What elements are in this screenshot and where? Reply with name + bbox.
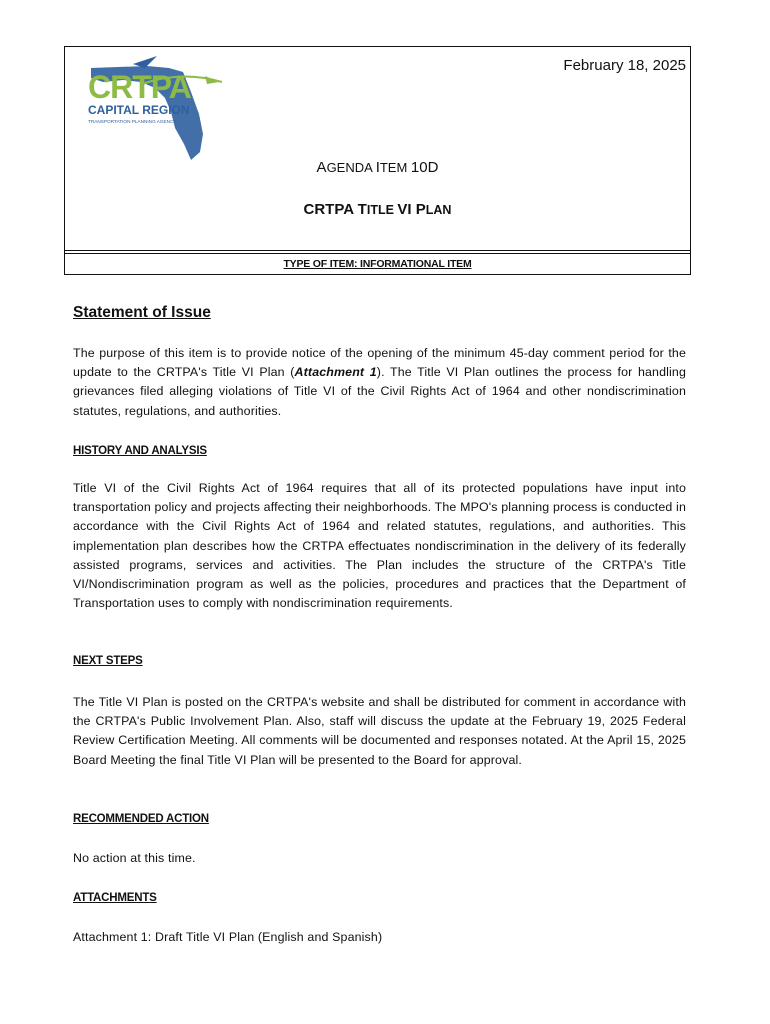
attachments-heading: ATTACHMENTS	[73, 892, 157, 904]
recommended-action-text: No action at this time.	[73, 851, 196, 865]
type-of-item: TYPE OF ITEM: INFORMATIONAL ITEM	[283, 258, 472, 270]
recommended-action-heading: RECOMMENDED ACTION	[73, 813, 209, 825]
agenda-date: February 18, 2025	[563, 57, 686, 74]
agenda-item-number: AGENDA ITEM 10D	[316, 159, 439, 176]
agenda-header-box	[64, 46, 691, 275]
logo-capital-region: CAPITAL REGION	[88, 103, 190, 117]
next-steps-text: The Title VI Plan is posted on the CRTPA's website and shall be distributed for comment in accordance with the CRTPA's Public Involvement Plan. Also, staff will discuss the update at the February 19, 2025 Federal Review Certification Meeting. All comments will be documented and responses notated. At the April 15, 2025 Board Meeting the final Title VI Plan will be presented to the Board for approval.	[73, 695, 686, 767]
logo-wordmark: CRTPA	[88, 69, 191, 105]
logo-tagline: TRANSPORTATION PLANNING AGENCY	[88, 119, 177, 124]
history-text: Title VI of the Civil Rights Act of 1964 requires that all of its protected populations have input into transportation policy and projects affecting their neighborhoods. The MPO's planning process is conducted in accordance with the Civil Rights Act of 1964 and related statutes, regulations, and authorities. This implementation plan describes how the CRTPA effectuates nondiscrimination in the delivery of its federally assisted programs, services and activities. The Plan includes the structure of the CRTPA's Title VI/Nondiscrimination program as well as the policies, procedures and practices that the Department of Transportation uses to comply with nondiscrimination requirements.	[73, 481, 686, 611]
crtpa-logo	[87, 52, 222, 160]
attachment-reference: Attachment 1	[294, 365, 377, 380]
type-of-item-box	[65, 250, 690, 274]
next-steps-heading: NEXT STEPS	[73, 655, 143, 667]
history-heading: HISTORY AND ANALYSIS	[73, 445, 207, 457]
statement-text: The purpose of this item is to provide notice of the opening of the minimum 45-day comment period for the update to the CRTPA's Title VI Plan (Attachment 1). The Title VI Plan outlines the process for handling grievances filed alleging violations of Title VI of the Civil Rights Act of 1964 and other nondiscrimination statutes, regulations, and authorities.	[73, 346, 687, 418]
statement-heading: Statement of Issue	[73, 304, 211, 321]
agenda-item-title: CRTPA TITLE VI PLAN	[303, 201, 452, 218]
attachments-text: Attachment 1: Draft Title VI Plan (English and Spanish)	[73, 930, 383, 944]
